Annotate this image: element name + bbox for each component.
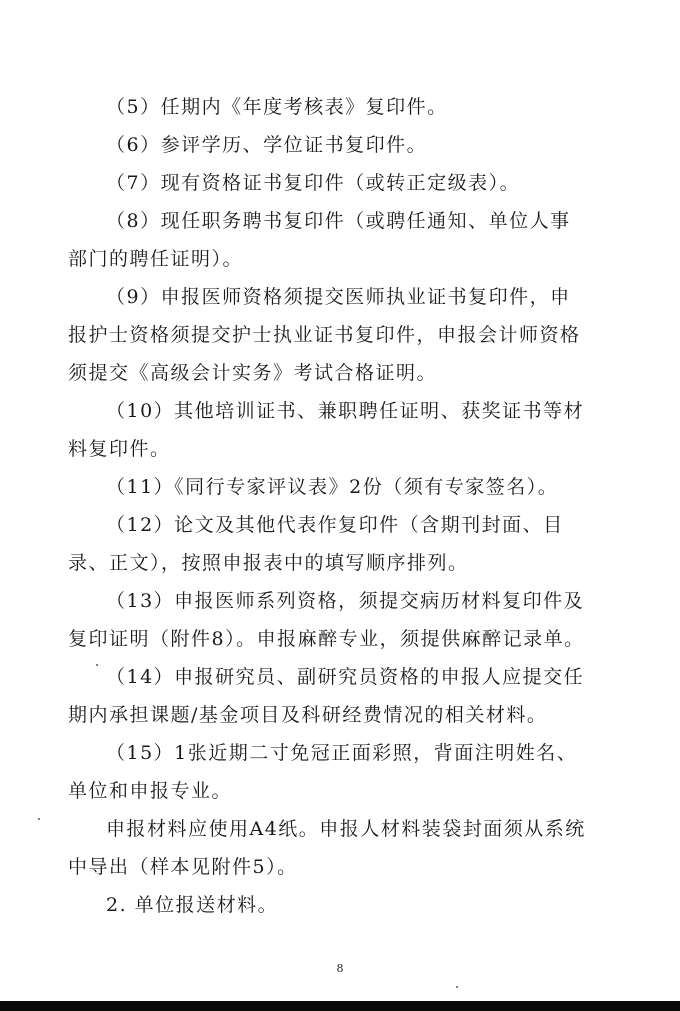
scan-speck <box>38 818 40 820</box>
paragraph-item-5: （5）任期内《年度考核表》复印件。 <box>106 96 448 118</box>
scan-speck <box>96 664 98 666</box>
paragraph-item-14: （14）申报研究员、副研究员资格的申报人应提交任期内承担课题/基金项目及科研经费情况的相关材料。 <box>68 666 585 726</box>
paragraph-item-7: （7）现有资格证书复印件（或转正定级表）。 <box>106 172 521 194</box>
paragraph-item-15: （15）1张近期二寸免冠正面彩照，背面注明姓名、单位和申报专业。 <box>68 742 578 802</box>
page-number: 8 <box>336 962 344 975</box>
scan-speck <box>456 986 458 988</box>
paragraph-item-9: （9）申报医师资格须提交医师执业证书复印件，申报护士资格须提交护士执业证书复印件，申报会计师资格须提交《高级会计实务》考试合格证明。 <box>68 286 581 384</box>
paragraph-item-12: （12）论文及其他代表作复印件（含期刊封面、目录、正文），按照申报表中的填写顺序排列。 <box>68 514 564 574</box>
paragraph-item-8: （8）现任职务聘书复印件（或聘任通知、单位人事部门的聘任证明）。 <box>68 210 571 270</box>
paragraph-section-2: 2. 单位报送材料。 <box>106 894 279 916</box>
paragraph-item-13: （13）申报医师系列资格，须提交病历材料复印件及复印证明（附件8）。申报麻醉专业，须提供麻醉记录单。 <box>68 590 585 650</box>
body-text <box>68 88 588 924</box>
paragraph-paper-note: 申报材料应使用A4纸。申报人材料装袋封面须从系统中导出（样本见附件5）。 <box>68 818 586 878</box>
paragraph-item-10: （10）其他培训证书、兼职聘任证明、获奖证书等材料复印件。 <box>68 400 585 460</box>
paragraph-item-6: （6）参评学历、学位证书复印件。 <box>106 134 428 156</box>
scan-edge-bar <box>0 1001 680 1011</box>
paragraph-item-11: （11）《同行专家评议表》2份（须有专家签名）。 <box>106 476 559 498</box>
